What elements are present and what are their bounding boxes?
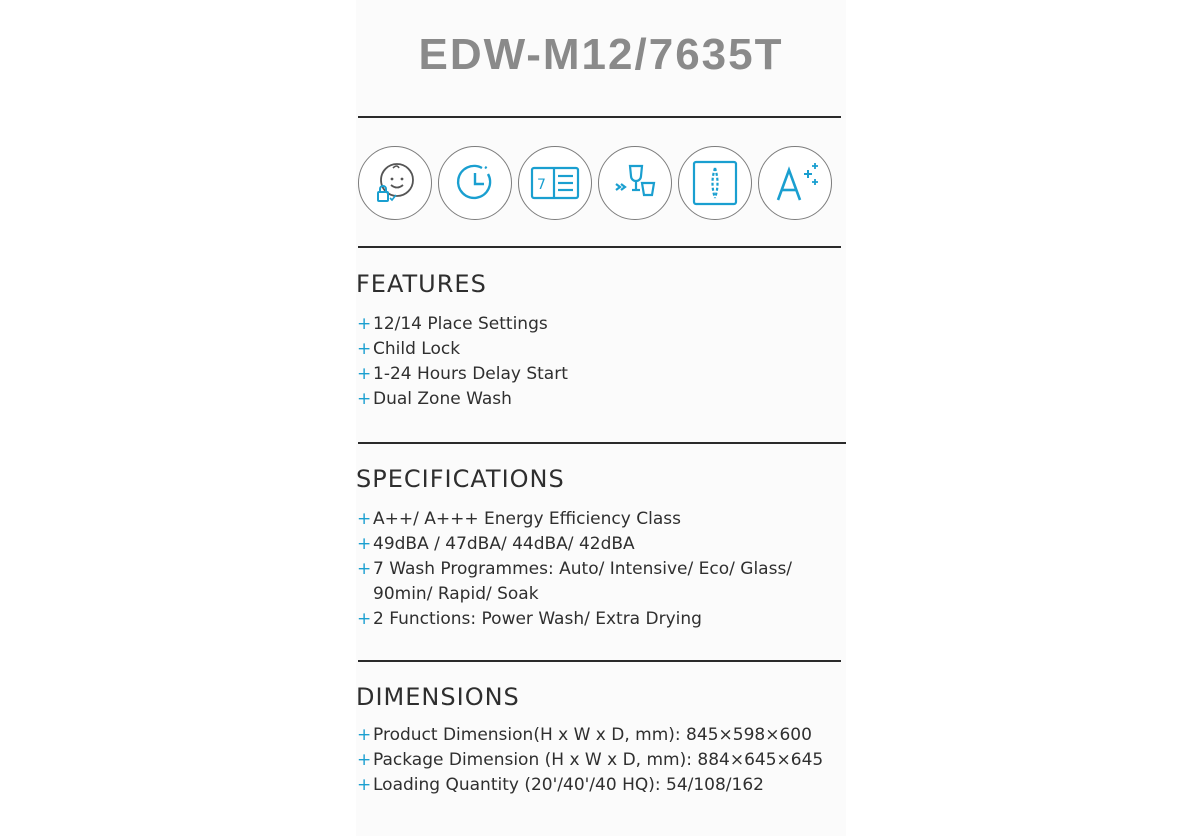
delay-timer-icon — [438, 146, 512, 220]
model-title: EDW-M12/7635T — [418, 30, 784, 79]
list-item: + Loading Quantity (20'/40'/40 HQ): 54/108/162 — [357, 775, 764, 795]
glass-wash-icon — [598, 146, 672, 220]
svg-text:7: 7 — [537, 177, 546, 193]
list-item: + Child Lock — [357, 339, 461, 359]
list-item: + Package Dimension (H x W x D, mm): 884×645×645 — [357, 750, 824, 770]
child-lock-icon — [358, 146, 432, 220]
dimensions-list — [357, 723, 823, 798]
divider — [358, 442, 846, 444]
list-item: + Product Dimension(H x W x D, mm): 845×598×600 — [357, 725, 812, 745]
features-heading: FEATURES — [356, 270, 487, 298]
specifications-list — [357, 507, 792, 632]
divider — [358, 246, 841, 248]
divider — [358, 116, 841, 118]
energy-class-icon — [758, 146, 832, 220]
divider — [358, 660, 841, 662]
list-item: + 2 Functions: Power Wash/ Extra Drying — [357, 609, 702, 629]
wash-programmes-icon — [518, 146, 592, 220]
specifications-heading: SPECIFICATIONS — [356, 465, 565, 493]
feature-icons-row — [358, 146, 838, 222]
list-item: + A++/ A+++ Energy Efficiency Class — [357, 509, 681, 529]
list-item: + 1-24 Hours Delay Start — [357, 364, 568, 384]
list-item: + 49dBA / 47dBA/ 44dBA/ 42dBA — [357, 534, 635, 554]
dual-zone-wash-icon — [678, 146, 752, 220]
features-list — [357, 312, 568, 412]
list-item: + Dual Zone Wash — [357, 389, 512, 409]
dimensions-heading: DIMENSIONS — [356, 683, 520, 711]
list-item: + 12/14 Place Settings — [357, 314, 548, 334]
list-item: + 7 Wash Programmes: Auto/ Intensive/ Eco/ Glass/ 90min/ Rapid/ Soak — [357, 559, 793, 604]
